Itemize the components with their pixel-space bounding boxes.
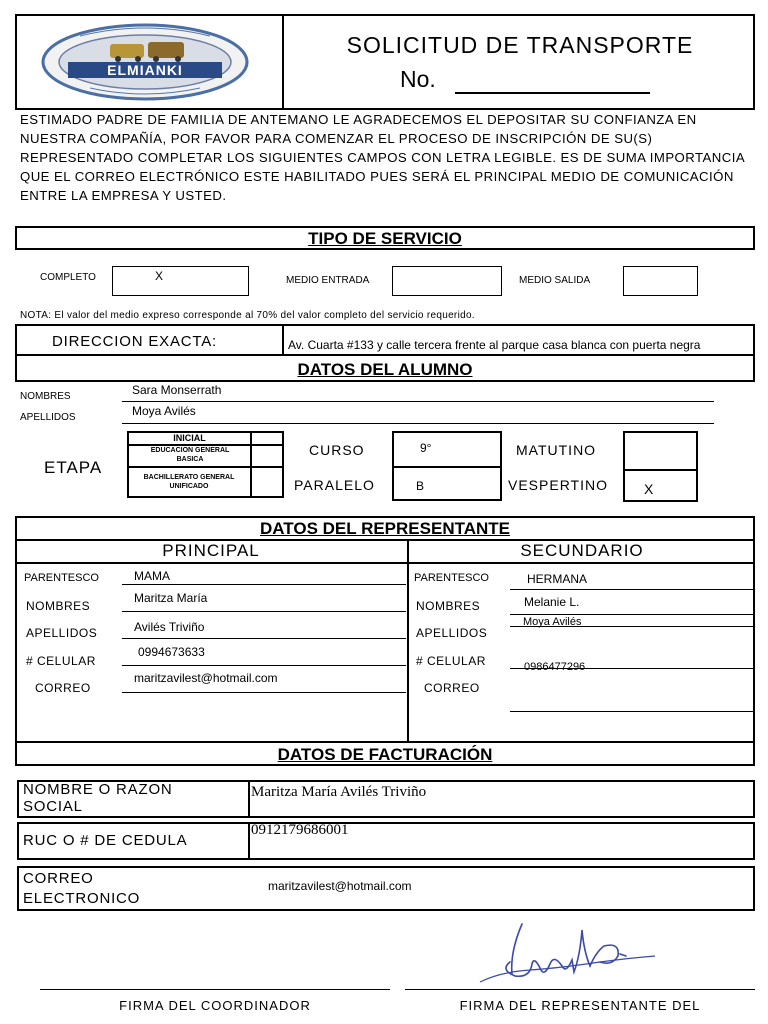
form-title: SOLICITUD DE TRANSPORTE [346,32,694,58]
medio-entrada-checkbox[interactable] [392,266,502,296]
principal-correo-label: CORREO [35,681,91,695]
student-title: DATOS DEL ALUMNO [297,360,473,379]
secundario-celular-label: # CELULAR [416,654,486,668]
principal-parentesco-label: PARENTESCO [24,572,99,584]
secundario-apellidos[interactable]: Moya Avilés [523,616,582,628]
jornada-box [623,431,698,502]
billing-correo-value[interactable]: maritzavilest@hotmail.com [268,879,412,893]
form-number-label: No. [400,66,436,92]
billing-razon-label: NOMBRE O RAZON SOCIAL [23,781,173,815]
secundario-correo-label: CORREO [424,681,480,695]
address-label: DIRECCION EXACTA: [52,333,218,350]
address-value[interactable]: Av. Cuarta #133 y calle tercera frente al parque casa blanca con puerta negra [288,338,701,352]
completo-label: COMPLETO [40,272,96,283]
principal-correo[interactable]: maritzavilest@hotmail.com [134,671,278,685]
address-divider [282,324,284,356]
medio-salida-label: MEDIO SALIDA [519,275,591,286]
principal-apellidos-label: APELLIDOS [26,626,98,640]
etapa-option-basica[interactable]: EDUCACION GENERAL BASICA [150,447,230,463]
representative-title: DATOS DEL REPRESENTANTE [260,519,510,538]
secundario-celular[interactable]: 0986477296 [524,661,586,673]
paralelo-label: PARALELO [294,477,375,493]
service-note: NOTA: El valor del medio expreso corresponde al 70% del valor completo del servicio requerido. [20,310,475,321]
vespertino-mark[interactable]: X [644,481,654,497]
representative-signature-label: FIRMA DEL REPRESENTANTE DEL [459,998,701,1013]
company-logo [40,22,250,102]
vespertino-label: VESPERTINO [508,477,608,493]
secundario-apellidos-label: APELLIDOS [416,626,488,640]
etapa-option-bachillerato[interactable]: BACHILLERATO GENERAL UNIFICADO [143,474,235,490]
billing-correo-label: CORREO ELECTRONICO [23,870,141,907]
etapa-option-inicial[interactable]: INICIAL [173,433,206,443]
matutino-label: MATUTINO [516,442,597,458]
secundario-parentesco[interactable]: HERMANA [527,572,588,586]
billing-title: DATOS DE FACTURACIÓN [277,745,493,764]
logo-text: ELMIANKI [107,62,183,78]
secundario-nombres[interactable]: Melanie L. [524,595,580,609]
intro-text: ESTIMADO PADRE DE FAMILIA DE ANTEMANO LE AGRADECEMOS EL DEPOSITAR SU CONFIANZA EN NUESTRA COMPAÑÍA, POR FAVOR PARA COMENZAR EL PROCESO DE INSCRIPCIÓN DE SU(S) REPRESENTADO COMPLETAR LOS SIGUIENTES CAMPOS CON LETRA LEGIBLE. ES DE SUMA IMPORTANCIA QUE EL CORREO ELECTRÓNICO ESTE HABILITADO PUES SERÁ EL PRINCIPAL MEDIO DE COMUNICACIÓN ENTRE LA EMPRESA Y USTED. [20,112,745,203]
billing-razon-value[interactable]: Maritza María Avilés Triviño [251,784,427,800]
billing-ruc-value[interactable]: 0912179686001 [251,822,349,838]
medio-entrada-label: MEDIO ENTRADA [286,275,370,286]
student-nombres-value[interactable]: Sara Monserrath [132,383,222,397]
student-nombres-label: NOMBRES [20,391,71,402]
etapa-label: ETAPA [44,458,103,477]
student-nombres-line [122,401,714,402]
medio-salida-checkbox[interactable] [623,266,698,296]
representative-signature-line [405,989,755,990]
completo-mark: X [155,269,164,283]
principal-nombres[interactable]: Maritza María [134,591,208,605]
curso-value[interactable]: 9° [420,441,432,455]
header-divider [282,14,284,110]
principal-celular[interactable]: 0994673633 [138,645,205,659]
curso-label: CURSO [309,442,365,458]
representative-signature [470,912,660,992]
principal-apellidos[interactable]: Avilés Triviño [134,620,205,634]
principal-title: PRINCIPAL [162,541,260,560]
service-title: TIPO DE SERVICIO [308,229,462,248]
form-number-line [455,92,650,94]
secundario-parentesco-label: PARENTESCO [414,572,489,584]
student-apellidos-line [122,423,714,424]
coordinator-signature-line [40,989,390,990]
coordinator-signature-label: FIRMA DEL COORDINADOR [119,998,311,1013]
paralelo-value[interactable]: B [416,479,425,493]
student-apellidos-value[interactable]: Moya Avilés [132,404,196,418]
completo-checkbox[interactable] [112,266,249,296]
principal-nombres-label: NOMBRES [26,599,91,613]
secundario-nombres-label: NOMBRES [416,599,481,613]
signature-icon [470,912,660,992]
principal-celular-label: # CELULAR [26,654,96,668]
principal-parentesco[interactable]: MAMA [134,569,170,583]
student-apellidos-label: APELLIDOS [20,412,76,423]
secundario-title: SECUNDARIO [520,541,644,560]
billing-ruc-label: RUC O # DE CEDULA [23,832,188,849]
